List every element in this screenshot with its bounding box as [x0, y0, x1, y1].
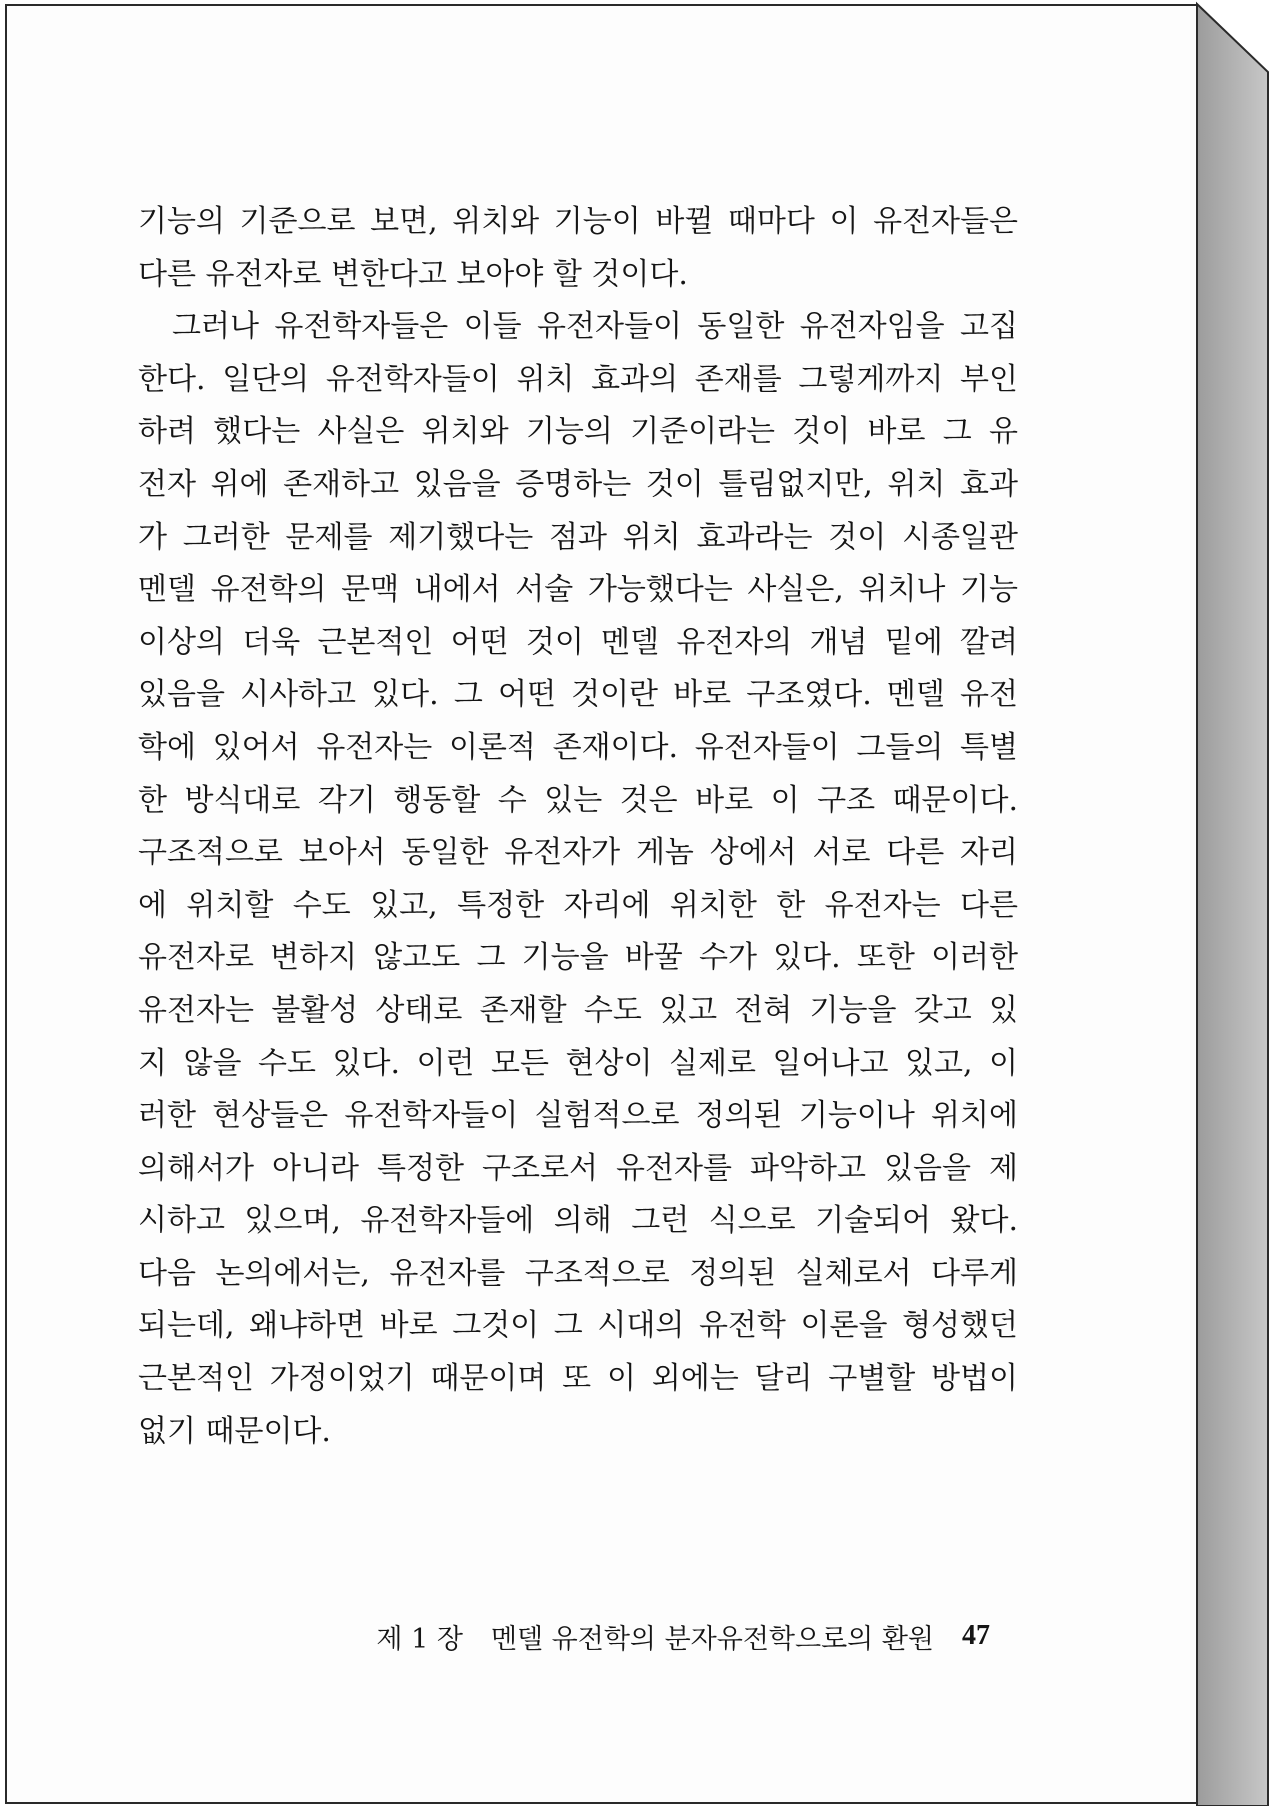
text-line: 기능의 기준으로 보면, 위치와 기능이 바뀔 때마다 이 유전자들은: [138, 204, 1018, 239]
text-line: 되는데, 왜냐하면 바로 그것이 그 시대의 유전학 이론을 형성했던: [138, 1308, 1018, 1344]
text-line: 하려 했다는 사실은 위치와 기능의 기준이라는 것이 바로 그 유: [138, 414, 1018, 450]
text-line: 전자 위에 존재하고 있음을 증명하는 것이 틀림없지만, 위치 효과: [138, 466, 1018, 502]
text-line: 없기 때문이다.: [138, 1413, 331, 1449]
text-line: 다음 논의에서는, 유전자를 구조적으로 정의된 실체로서 다루게: [138, 1255, 1018, 1291]
text-line: 있음을 시사하고 있다. 그 어떤 것이란 바로 구조였다. 멘델 유전: [138, 677, 1018, 713]
chapter-label: 제 1 장: [376, 1623, 463, 1655]
text-line: 구조적으로 보아서 동일한 유전자가 게놈 상에서 서로 다른 자리: [138, 835, 1018, 871]
page-number: 47: [962, 1620, 990, 1651]
chapter-title: 멘델 유전학의 분자유전학으로의 환원: [490, 1623, 934, 1655]
text-line: 러한 현상들은 유전학자들이 실험적으로 정의된 기능이나 위치에: [138, 1098, 1018, 1134]
running-footer: [350, 1614, 990, 1658]
text-line: 유전자는 불활성 상태로 존재할 수도 있고 전혀 기능을 갖고 있: [138, 992, 1018, 1028]
text-line: 이상의 더욱 근본적인 어떤 것이 멘델 유전자의 개념 밑에 깔려: [138, 624, 1018, 660]
text-line: 멘델 유전학의 문맥 내에서 서술 가능했다는 사실은, 위치나 기능: [138, 572, 1018, 608]
text-line: 다른 유전자로 변한다고 보아야 할 것이다.: [138, 256, 688, 292]
text-line: 그러나 유전학자들은 이들 유전자들이 동일한 유전자임을 고집: [172, 309, 1018, 345]
text-line: 근본적인 가정이었기 때문이며 또 이 외에는 달리 구별할 방법이: [138, 1361, 1018, 1397]
text-line: 한 방식대로 각기 행동할 수 있는 것은 바로 이 구조 때문이다.: [138, 782, 1018, 818]
text-line: 시하고 있으며, 유전학자들에 의해 그런 식으로 기술되어 왔다.: [138, 1203, 1018, 1239]
text-line: 지 않을 수도 있다. 이런 모든 현상이 실제로 일어나고 있고, 이: [138, 1045, 1018, 1081]
text-line: 한다. 일단의 유전학자들이 위치 효과의 존재를 그렇게까지 부인: [138, 361, 1018, 397]
body-text: [138, 196, 1018, 1458]
text-line: 학에 있어서 유전자는 이론적 존재이다. 유전자들이 그들의 특별: [138, 729, 1018, 765]
text-line: 유전자로 변하지 않고도 그 기능을 바꿀 수가 있다. 또한 이러한: [138, 940, 1018, 976]
text-line: 에 위치할 수도 있고, 특정한 자리에 위치한 한 유전자는 다른: [138, 887, 1018, 923]
text-line: 가 그러한 문제를 제기했다는 점과 위치 효과라는 것이 시종일관: [138, 519, 1018, 555]
text-line: 의해서가 아니라 특정한 구조로서 유전자를 파악하고 있음을 제: [138, 1150, 1018, 1186]
